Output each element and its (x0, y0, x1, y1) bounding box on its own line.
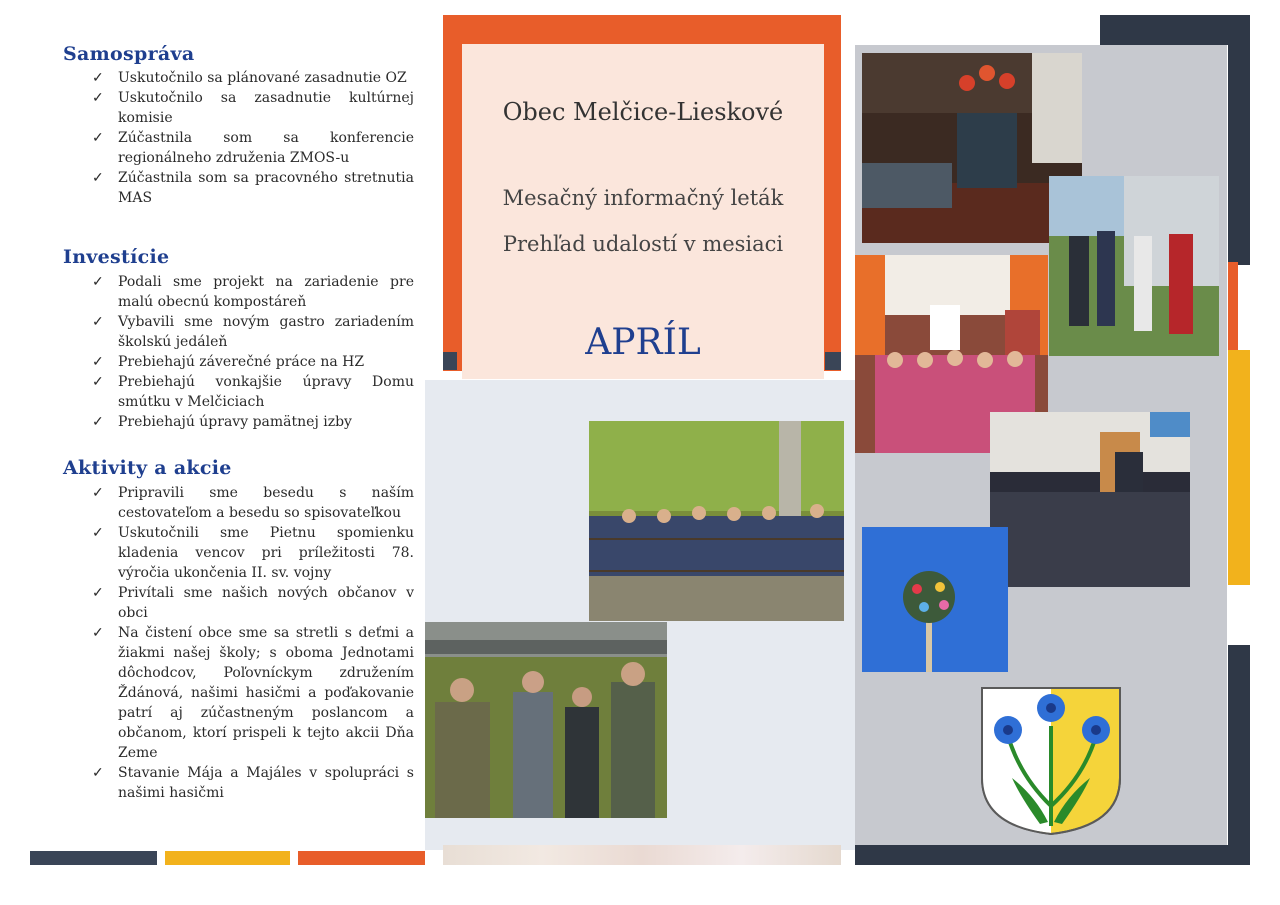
check-icon: ✓ (92, 374, 104, 390)
decor-block (1228, 262, 1238, 352)
list-item: ✓ Prebiehajú vonkajšie úpravy Domu smútku v Melčiciach (92, 374, 414, 410)
check-icon: ✓ (92, 354, 104, 370)
photo-maypole (862, 527, 1008, 672)
check-icon: ✓ (92, 90, 104, 106)
decor-block (1228, 350, 1250, 585)
list-item: ✓ Prebiehajú úpravy pamätnej izby (92, 414, 352, 430)
check-icon: ✓ (92, 130, 104, 146)
decor-block (825, 352, 841, 370)
check-icon: ✓ (92, 525, 104, 541)
section-title-aktivity: Aktivity a akcie (63, 457, 232, 479)
list-item: ✓ Na čistení obce sme sa stretli s deťmi a žiakmi našej školy; s oboma Jednotami dôchodcov, Poľovníckym združením Ždánová, našimi hasičmi a poďakovanie patrí aj zúčastneným poslancom a občanom, ktorí prispeli k tejto akcii Dňa Zeme (92, 625, 414, 761)
decor-bar (855, 845, 1250, 865)
check-icon: ✓ (92, 765, 104, 781)
check-icon: ✓ (92, 414, 104, 430)
coat-of-arms-icon (980, 686, 1122, 836)
photo-strip (443, 845, 841, 865)
photo-earth-day-cleanup (425, 622, 667, 818)
municipality-title: Obec Melčice-Lieskové (502, 98, 784, 126)
list-item: ✓ Uskutočnilo sa plánované zasadnutie OZ (92, 70, 407, 86)
list-item: ✓ Vybavili sme novým gastro zariadením školskú jedáleň (92, 314, 414, 350)
list-item: ✓ Stavanie Mája a Majáles v spolupráci s našimi hasičmi (92, 765, 414, 801)
section-title-samosprava: Samospráva (63, 43, 195, 65)
check-icon: ✓ (92, 485, 104, 501)
decor-strip-yellow (165, 851, 290, 865)
check-icon: ✓ (92, 625, 104, 641)
month-title: APRÍL (585, 322, 701, 363)
decor-block (1228, 645, 1250, 865)
list-item: ✓ Zúčastnila som sa pracovného stretnutia MAS (92, 170, 414, 206)
list-item: ✓ Uskutočnilo sa zasadnutie kultúrnej komisie (92, 90, 414, 126)
list-item: ✓ Privítali sme našich nových občanov v obci (92, 585, 414, 621)
check-icon: ✓ (92, 170, 104, 186)
check-icon: ✓ (92, 70, 104, 86)
leaflet-subtitle: Mesačný informačný leták (502, 186, 784, 210)
list-item: ✓ Podali sme projekt na zariadenie pre malú obecnú kompostáreň (92, 274, 414, 310)
list-item: ✓ Prebiehajú záverečné práce na HZ (92, 354, 365, 370)
list-item: ✓ Zúčastnila som sa konferencie regionálneho združenia ZMOS-u (92, 130, 414, 166)
list-investicie (92, 272, 414, 432)
photo-classroom-talk (990, 412, 1190, 587)
decor-strip-orange (298, 851, 425, 865)
check-icon: ✓ (92, 274, 104, 290)
check-icon: ✓ (92, 314, 104, 330)
check-icon: ✓ (92, 585, 104, 601)
list-item: ✓ Pripravili sme besedu s naším cestovateľom a besedu so spisovateľkou (92, 485, 414, 521)
leaflet-subtitle-2: Prehľad udalostí v mesiaci (502, 232, 784, 256)
list-aktivity (92, 483, 414, 803)
list-item: ✓ Uskutočnili sme Pietnu spomienku kladenia vencov pri príležitosti 78. výročia ukončenia II. sv. vojny (92, 525, 414, 581)
photo-memorial-ceremony (1049, 176, 1219, 356)
decor-block (443, 352, 457, 370)
decor-block (1228, 15, 1250, 265)
list-samosprava (92, 68, 414, 208)
section-title-investicie: Investície (63, 246, 170, 268)
decor-strip-navy (30, 851, 157, 865)
photo-memorial-fence (589, 421, 844, 621)
